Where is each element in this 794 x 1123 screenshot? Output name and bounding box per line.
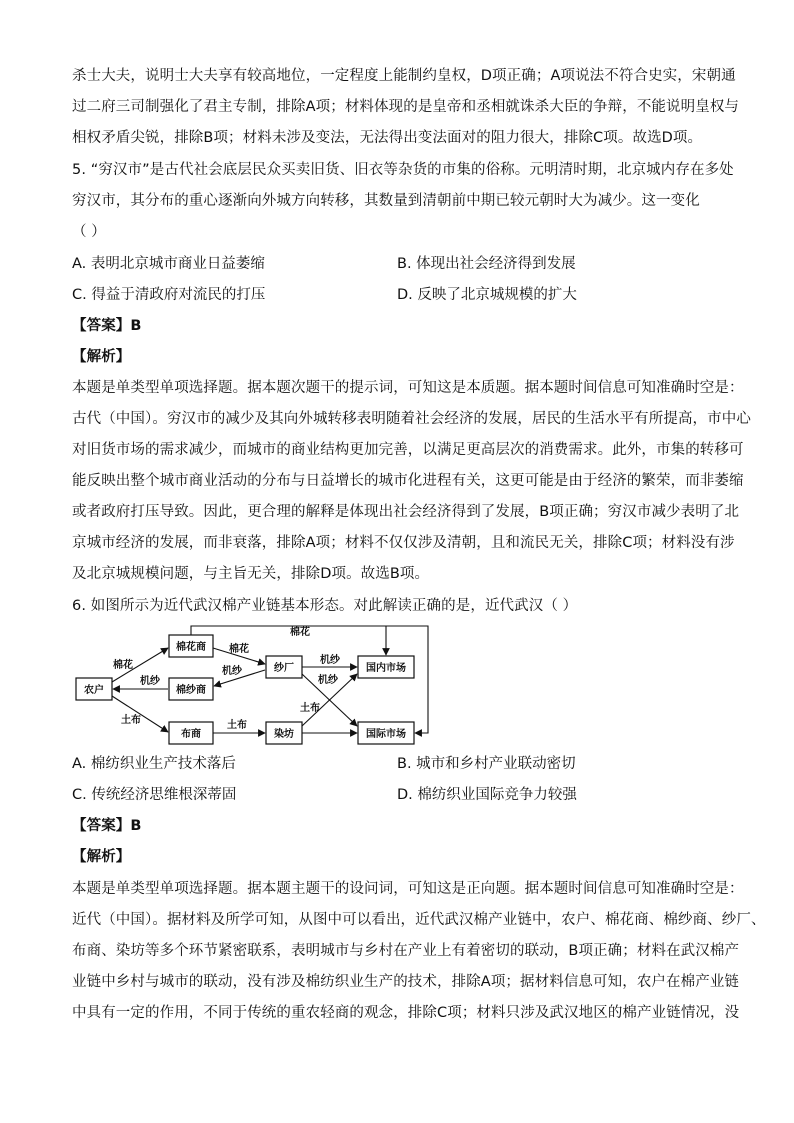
edge-farmer-cloth-merchant	[112, 696, 168, 732]
paragraph-line: 过二府三司制强化了君主专制，排除A项；材料体现的是皇帝和丞相就诛杀大臣的争辩，不能说明皇权与	[72, 99, 740, 115]
q5-analysis-line: 古代（中国）。穷汉市的减少及其向外城转移表明随着社会经济的发展，居民的生活水平有所提高，市中心	[72, 411, 751, 427]
edge-label-machine-yarn-mid: 机纱	[222, 666, 242, 677]
q6-analysis-line: 本题是单类型单项选择题。据本题主题干的设问词，可知这是正向题。据本题时间信息可知准确时空是：	[72, 881, 744, 897]
q6-stem: 6. 如图所示为近代武汉棉产业链基本形态。对此解读正确的是，近代武汉（ ）	[72, 598, 578, 614]
paragraph-line: 相权矛盾尖锐，排除B项；材料未涉及变法，无法得出变法面对的阻力很大，排除C项。故选D项。	[72, 130, 703, 146]
edge-label-machine-yarn-right-cross: 机纱	[318, 675, 338, 686]
node-spinning-mill: 纱厂	[274, 663, 294, 674]
cotton-chain-diagram	[0, 622, 794, 752]
q5-stem-line: 5. “穷汉市”是古代社会底层民众买卖旧货、旧衣等杂货的市集的俗称。元明清时期，北京城内存在多处	[72, 162, 734, 178]
edge-label-cotton-top: 棉花	[290, 627, 310, 638]
paragraph-line: 杀士大夫，说明士大夫享有较高地位，一定程度上能制约皇权，D项正确；A项说法不符合史实，宋朝通	[72, 68, 736, 84]
q6-answer: 【答案】B	[72, 818, 142, 834]
node-cotton-merchant: 棉花商	[176, 642, 206, 653]
node-international-market: 国际市场	[366, 729, 406, 740]
q6-analysis-label: 【解析】	[72, 849, 131, 865]
q6-option-d: D. 棉纺织业国际竞争力较强	[397, 787, 577, 803]
q6-analysis-line: 近代（中国）。据材料及所学可知，从图中可以看出，近代武汉棉产业链中，农户、棉花商、棉纱商、纱厂、	[72, 912, 766, 928]
node-farmer: 农户	[84, 685, 104, 696]
q6-option-a: A. 棉纺织业生产技术落后	[72, 756, 236, 772]
q5-option-d: D. 反映了北京城规模的扩大	[397, 287, 577, 303]
edge-label-machine-yarn-right-top: 机纱	[320, 655, 340, 666]
q6-analysis-line: 业链中乡村与城市的联动，没有涉及棉纺织业生产的技术，排除A项；据材料信息可知，农户在棉产业链	[72, 974, 740, 990]
q6-analysis-line: 布商、染坊等多个环节紧密联系，表明城市与乡村在产业上有着密切的联动，B项正确；材料在武汉棉产	[72, 943, 740, 959]
q5-stem-blank: （ ）	[72, 224, 106, 240]
q5-option-a: A. 表明北京城市商业日益萎缩	[72, 256, 265, 272]
edge-label-cotton-left: 棉花	[113, 660, 133, 671]
q5-stem-line: 穷汉市，其分布的重心逐渐向外城方向转移，其数量到清朝前中期已较元朝时大为减少。这一变化	[72, 193, 700, 209]
node-domestic-market: 国内市场	[366, 663, 406, 674]
edge-right-loop	[414, 626, 428, 733]
edge-label-native-cloth-left: 土布	[121, 715, 141, 726]
q5-analysis-line: 或者政府打压导致。因此，更合理的解释是体现出社会经济得到了发展，B项正确；穷汉市减少表明了北	[72, 504, 740, 520]
q5-answer: 【答案】B	[72, 318, 142, 334]
node-yarn-merchant: 棉纱商	[176, 685, 206, 696]
edge-label-machine-yarn-left: 机纱	[140, 676, 160, 687]
q5-analysis-line: 能反映出整个城市商业活动的分布与日益增长的城市化进程有关，这更可能是由于经济的繁荣，而非萎缩	[72, 473, 744, 489]
node-dye-house: 染坊	[274, 729, 294, 740]
q5-option-b: B. 体现出社会经济得到发展	[397, 256, 576, 272]
q5-analysis-line: 对旧货市场的需求减少，而城市的商业结构更加完善，以满足更高层次的消费需求。此外，市集的转移可	[72, 442, 744, 458]
edge-label-native-cloth-mid: 土布	[227, 720, 247, 731]
q5-analysis-line: 本题是单类型单项选择题。据本题次题干的提示词，可知这是本质题。据本题时间信息可知准确时空是：	[72, 380, 744, 396]
q5-analysis-line: 京城市经济的发展，而非衰落，排除A项；材料不仅仅涉及清朝，且和流民无关，排除C项；材料没有涉	[72, 535, 735, 551]
node-cloth-merchant: 布商	[181, 729, 201, 740]
q6-option-c: C. 传统经济思维根深蒂固	[72, 787, 237, 803]
q6-analysis-line: 中具有一定的作用，不同于传统的重农轻商的观念，排除C项；材料只涉及武汉地区的棉产业链情况，没	[72, 1005, 740, 1021]
q6-option-b: B. 城市和乡村产业联动密切	[397, 756, 576, 772]
edge-label-native-cloth-right: 土布	[300, 703, 320, 714]
q5-analysis-line: 及北京城规模问题，与主旨无关，排除D项。故选B项。	[72, 566, 430, 582]
q5-analysis-label: 【解析】	[72, 349, 131, 365]
edge-label-cotton-mid: 棉花	[229, 644, 249, 655]
q5-option-c: C. 得益于清政府对流民的打压	[72, 287, 266, 303]
